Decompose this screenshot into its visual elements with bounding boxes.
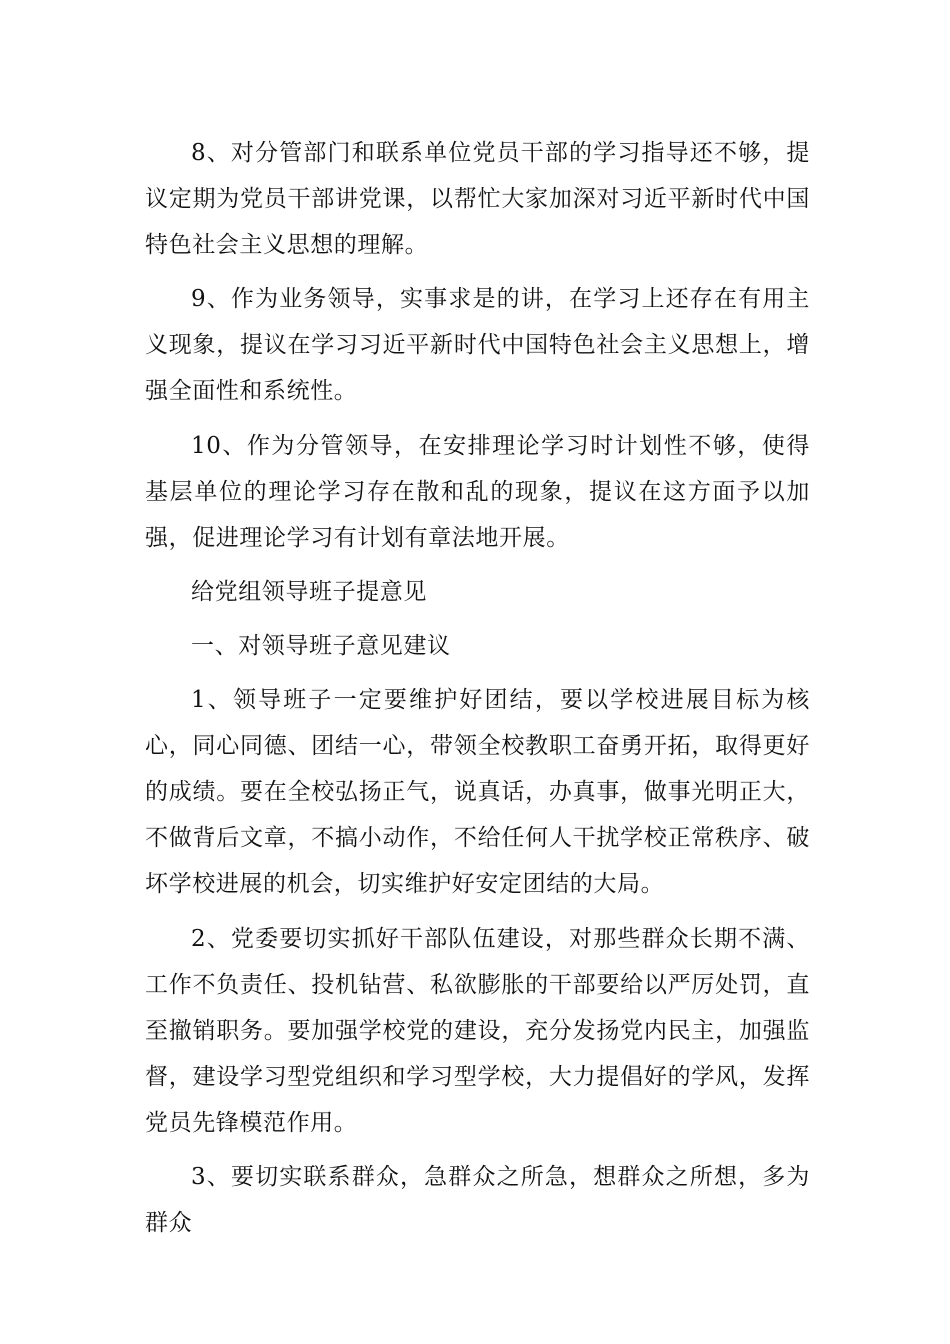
suggestion-item-2: 2、党委要切实抓好干部队伍建设，对那些群众长期不满、工作不负责任、投机钻营、私欲膨胀的干部要给以严厉处罚，直至撤销职务。要加强学校党的建设，充分发扬党内民主，加强监督，建设学习型党组织和学习型学校，大力提倡好的学风，发挥党员先锋模范作用。 [145, 925, 810, 1136]
suggestion-item-1: 1、领导班子一定要维护好团结，要以学校进展目标为核心，同心同德、团结一心，带领全校教职工奋勇开拓，取得更好的成绩。要在全校弘扬正气，说真话，办真事，做事光明正大，不做背后文章，不搞小动作，不给任何人干扰学校正常秩序、破坏学校进展的机会，切实维护好安定团结的大局。 [145, 687, 810, 898]
subsection-heading: 一、对领导班子意见建议 [191, 633, 451, 660]
suggestion-item-3: 3、要切实联系群众，急群众之所急，想群众之所想，多为群众 [145, 1164, 810, 1237]
paragraph-item-10: 10、作为分管领导，在安排理论学习时计划性不够，使得基层单位的理论学习存在散和乱的现象，提议在这方面予以加强，促进理论学习有计划有章法地开展。 [145, 432, 810, 551]
document-body [145, 130, 810, 1254]
section-heading: 给党组领导班子提意见 [191, 578, 427, 605]
paragraph-item-9: 9、作为业务领导，实事求是的讲，在学习上还存在有用主义现象，提议在学习习近平新时代中国特色社会主义思想上，增强全面性和系统性。 [145, 286, 810, 405]
paragraph-item-8: 8、对分管部门和联系单位党员干部的学习指导还不够，提议定期为党员干部讲党课，以帮忙大家加深对习近平新时代中国特色社会主义思想的理解。 [145, 140, 810, 258]
